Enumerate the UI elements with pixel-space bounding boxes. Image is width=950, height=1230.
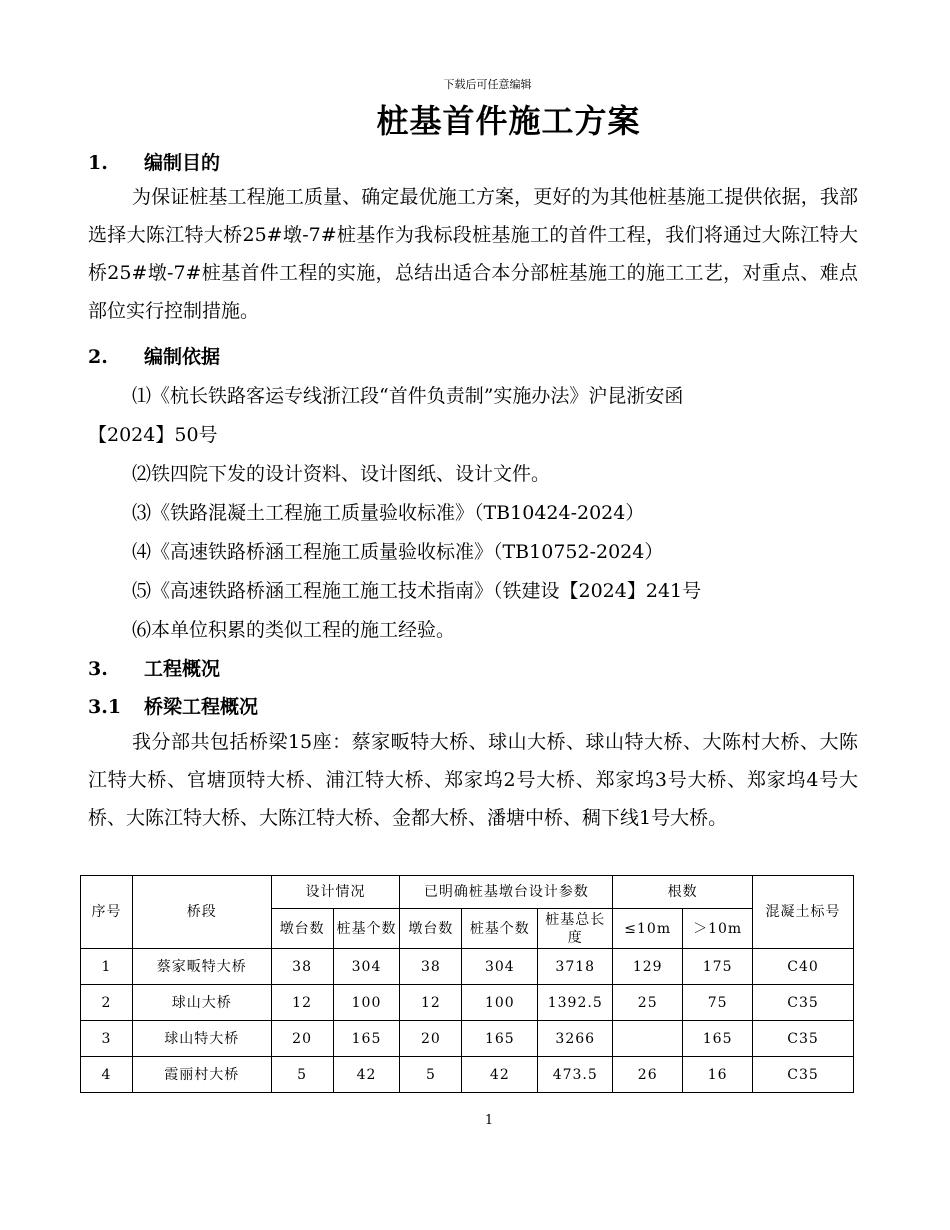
document-title: 桩基首件施工方案 xyxy=(376,102,641,140)
table-row xyxy=(81,985,854,1021)
cell-design-piers: 12 xyxy=(271,985,333,1021)
cell-design-piers: 20 xyxy=(271,1021,333,1057)
section-1-heading xyxy=(88,148,220,175)
header-confirmed-piers: 墩台数 xyxy=(400,909,462,949)
cell-seq: 1 xyxy=(81,949,133,985)
header-design-piers: 墩台数 xyxy=(271,909,333,949)
header-confirmed-length: 桩基总长度 xyxy=(538,909,613,949)
cell-design-piers: 38 xyxy=(271,949,333,985)
header-le10: ≤10m xyxy=(613,909,683,949)
cell-design-piles: 42 xyxy=(333,1057,400,1093)
header-seq: 序号 xyxy=(81,876,133,949)
reference-item-1-cont: 【2024】50号 xyxy=(88,424,218,446)
section-number: 2. xyxy=(88,346,108,368)
cell-confirmed-piles: 100 xyxy=(462,985,538,1021)
cell-seq: 2 xyxy=(81,985,133,1021)
table-row xyxy=(81,1021,854,1057)
section-3-1-paragraph: 我分部共包括桥梁15座：蔡家畈特大桥、球山大桥、球山特大桥、大陈村大桥、大陈江特大桥、官塘顶特大桥、浦江特大桥、郑家坞2号大桥、郑家坞3号大桥、郑家坞4号大桥、大陈江特大桥、大陈江特大桥、金都大桥、潘塘中桥、稠下线1号大桥。 xyxy=(88,731,858,829)
cell-count-gt10: 175 xyxy=(683,949,753,985)
cell-section: 球山特大桥 xyxy=(132,1021,271,1057)
header-section: 桥段 xyxy=(132,876,271,949)
cell-confirmed-piles: 304 xyxy=(462,949,538,985)
table-header-row xyxy=(81,876,854,909)
cell-design-piles: 165 xyxy=(333,1021,400,1057)
cell-concrete: C35 xyxy=(753,1057,854,1093)
reference-item-1: ⑴《杭长铁路客运专线浙江段“首件负责制”实施办法》沪昆浙安函 xyxy=(132,385,684,407)
header-gt10: ＞10m xyxy=(683,909,753,949)
cell-total-length: 473.5 xyxy=(538,1057,613,1093)
reference-item-4: ⑷《高速铁路桥涵工程施工质量验收标准》（TB10752-2024） xyxy=(132,541,664,563)
cell-concrete: C35 xyxy=(753,1021,854,1057)
cell-count-le10: 25 xyxy=(613,985,683,1021)
section-title: 工程概况 xyxy=(144,658,221,680)
section-number: 3. xyxy=(88,658,108,680)
bridge-pile-table xyxy=(80,875,854,1093)
section-number: 3.1 xyxy=(88,696,122,718)
page-header-note: 下载后可任意编辑 xyxy=(443,78,532,91)
reference-item-5: ⑸《高速铁路桥涵工程施工施工技术指南》（铁建设【2024】241号 xyxy=(132,580,702,602)
table-row xyxy=(81,1057,854,1093)
cell-count-gt10: 75 xyxy=(683,985,753,1021)
header-concrete: 混凝土标号 xyxy=(753,876,854,949)
cell-confirmed-piles: 42 xyxy=(462,1057,538,1093)
section-title: 编制依据 xyxy=(144,346,221,368)
cell-count-le10: 26 xyxy=(613,1057,683,1093)
section-3-heading xyxy=(88,654,220,681)
cell-section: 霞丽村大桥 xyxy=(132,1057,271,1093)
section-title: 桥梁工程概况 xyxy=(144,696,259,718)
reference-item-6: ⑹本单位积累的类似工程的施工经验。 xyxy=(132,619,456,641)
section-number: 1. xyxy=(88,152,108,174)
cell-design-piers: 5 xyxy=(271,1057,333,1093)
cell-count-gt10: 16 xyxy=(683,1057,753,1093)
cell-count-le10: 129 xyxy=(613,949,683,985)
header-design-piles: 桩基个数 xyxy=(333,909,400,949)
reference-item-2: ⑵铁四院下发的设计资料、设计图纸、设计文件。 xyxy=(132,463,551,485)
section-1-paragraph: 为保证桩基工程施工质量、确定最优施工方案，更好的为其他桩基施工提供依据，我部选择大陈江特大桥25#墩-7#桩基作为我标段桩基施工的首件工程，我们将通过大陈江特大桥25#墩-7#桩基首件工程的实施，总结出适合本分部桩基施工的施工工艺，对重点、难点部位实行控制措施。 xyxy=(88,186,858,322)
cell-design-piles: 100 xyxy=(333,985,400,1021)
cell-section: 蔡家畈特大桥 xyxy=(132,949,271,985)
cell-count-le10 xyxy=(613,1021,683,1057)
reference-item-3: ⑶《铁路混凝土工程施工质量验收标准》（TB10424-2024） xyxy=(132,502,645,524)
header-design: 设计情况 xyxy=(271,876,400,909)
cell-count-gt10: 165 xyxy=(683,1021,753,1057)
section-2-heading xyxy=(88,342,220,369)
cell-concrete: C35 xyxy=(753,985,854,1021)
header-confirmed-piles: 桩基个数 xyxy=(462,909,538,949)
cell-confirmed-piles: 165 xyxy=(462,1021,538,1057)
cell-confirmed-piers: 38 xyxy=(400,949,462,985)
header-confirmed: 已明确桩基墩台设计参数 xyxy=(400,876,613,909)
cell-seq: 4 xyxy=(81,1057,133,1093)
cell-design-piles: 304 xyxy=(333,949,400,985)
section-title: 编制目的 xyxy=(144,152,221,174)
header-count: 根数 xyxy=(613,876,753,909)
cell-seq: 3 xyxy=(81,1021,133,1057)
cell-total-length: 3718 xyxy=(538,949,613,985)
cell-total-length: 1392.5 xyxy=(538,985,613,1021)
section-3-1-heading xyxy=(88,692,258,719)
table-row xyxy=(81,949,854,985)
cell-confirmed-piers: 5 xyxy=(400,1057,462,1093)
cell-confirmed-piers: 20 xyxy=(400,1021,462,1057)
cell-section: 球山大桥 xyxy=(132,985,271,1021)
cell-concrete: C40 xyxy=(753,949,854,985)
cell-total-length: 3266 xyxy=(538,1021,613,1057)
cell-confirmed-piers: 12 xyxy=(400,985,462,1021)
page-number: 1 xyxy=(484,1113,494,1128)
